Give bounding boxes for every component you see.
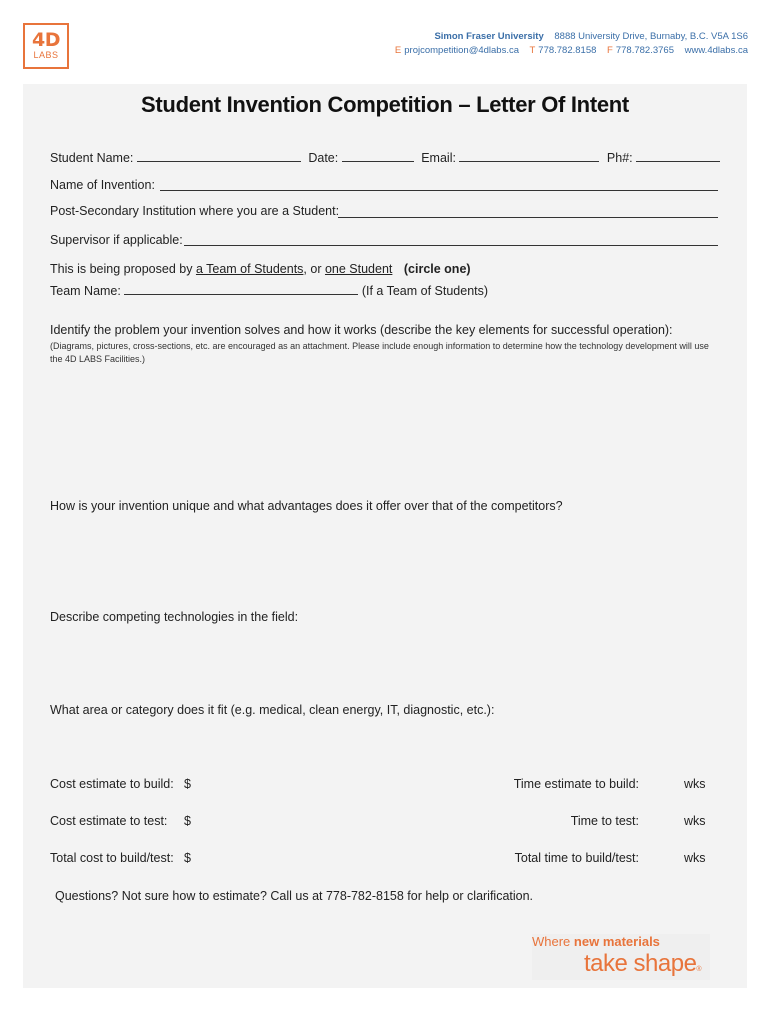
invention-name-label: Name of Invention: [50,178,155,192]
email-label: Email: [421,151,456,165]
header-fax: 778.782.3765 [615,45,674,56]
date-label: Date: [308,151,339,165]
email-field[interactable] [459,150,599,162]
cost-build-currency[interactable]: $ [184,777,191,791]
phone-label: Ph#: [606,151,633,165]
slogan [532,934,710,980]
header-contact-line [395,45,748,56]
unique-question: How is your invention unique and what advantages does it offer over that of the competitors? [50,499,563,513]
header-tel: 778.782.8158 [538,45,597,56]
email-key: E [394,45,402,56]
time-total-unit[interactable]: wks [684,851,706,865]
slogan-line2 [584,950,701,978]
slogan-line1 [532,934,660,949]
header-org: Simon Fraser University [434,31,544,42]
time-build-unit[interactable]: wks [684,777,706,791]
student-info-row [50,150,720,165]
institution-field[interactable] [338,217,718,218]
institution-label: Post-Secondary Institution where you are a Student: [50,204,340,218]
slogan-where: Where [532,934,571,949]
header-email[interactable]: projcompetition@4dlabs.ca [404,45,519,56]
problem-note: (Diagrams, pictures, cross-sections, etc. are encouraged as an attachment. Please include enough information to determine how the technology development will use the 4D LABS Facilities.) [50,341,709,364]
problem-question: Identify the problem your invention solves and how it works (describe the key elements for successful operation): [50,323,673,337]
logo-big: 4D [32,29,60,51]
time-total-label: Total time to build/test: [514,851,639,865]
proposed-by-row [50,262,471,276]
supervisor-field[interactable] [184,245,718,246]
team-option[interactable]: a Team of Students [195,262,304,276]
team-name-row [50,283,488,298]
phone-field[interactable] [636,150,720,162]
cost-test-currency[interactable]: $ [184,814,191,828]
footer-questions: Questions? Not sure how to estimate? Call us at 778-782-8158 for help or clarification. [55,889,534,903]
team-name-note: (If a Team of Students) [361,284,489,298]
circle-one: (circle one) [403,262,471,276]
team-name-field[interactable] [124,283,358,295]
cost-build-label: Cost estimate to build: [50,777,174,791]
date-field[interactable] [342,150,414,162]
header-address: 8888 University Drive, Burnaby, B.C. V5A 1S6 [554,31,748,42]
student-name-label: Student Name: [50,151,134,165]
or-text: , or [303,262,322,276]
header-address-line [434,31,748,42]
cost-test-label: Cost estimate to test: [50,814,168,828]
one-student-option[interactable]: one Student [324,262,393,276]
cost-total-currency[interactable]: $ [184,851,191,865]
cost-total-label: Total cost to build/test: [50,851,174,865]
proposed-prefix: This is being proposed by [50,262,193,276]
header-web[interactable]: www.4dlabs.ca [684,45,748,56]
supervisor-label: Supervisor if applicable: [50,233,183,247]
tel-key: T [529,45,536,56]
invention-name-field[interactable] [160,190,718,191]
fax-key: F [607,45,613,56]
time-test-unit[interactable]: wks [684,814,706,828]
competing-question: Describe competing technologies in the field: [50,610,299,624]
slogan-tm: ® [696,966,702,973]
slogan-take-shape: take shape [584,950,697,977]
time-build-label: Time estimate to build: [513,777,639,791]
page-title: Student Invention Competition – Letter Of Intent [141,92,629,117]
time-test-label: Time to test: [570,814,639,828]
team-name-label: Team Name: [50,284,121,298]
slogan-new-materials: new materials [573,934,660,949]
student-name-field[interactable] [137,150,301,162]
4d-labs-logo [23,23,69,69]
category-question: What area or category does it fit (e.g. medical, clean energy, IT, diagnostic, etc.): [50,703,495,717]
logo-small: LABS [33,50,59,60]
